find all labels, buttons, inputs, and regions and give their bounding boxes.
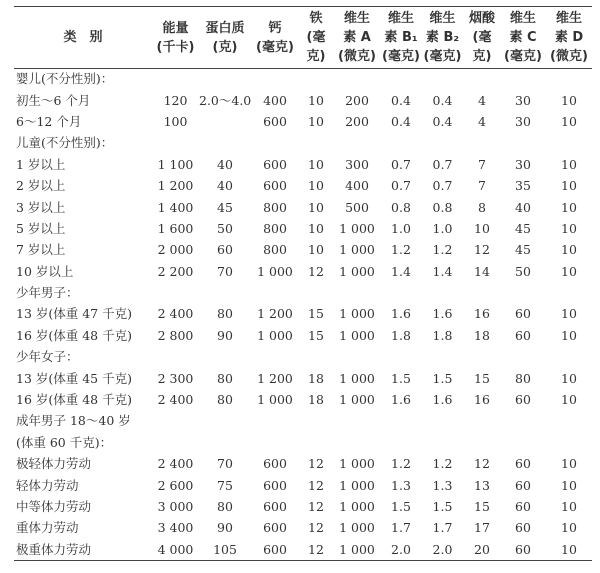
section-row <box>14 282 592 303</box>
table-cell: 10 <box>561 477 577 493</box>
table-cell: 1.5 <box>391 499 411 514</box>
table-cell: 90 <box>217 520 233 536</box>
table-cell: 10 <box>308 156 324 172</box>
table-cell: 10 <box>561 499 577 514</box>
table-cell: 600 <box>263 178 287 194</box>
table-cell: 1.6 <box>391 392 411 408</box>
table-cell: 30 <box>515 156 531 172</box>
column-header-line: 素 B₂ <box>425 30 460 45</box>
table-cell: 0.4 <box>391 92 411 108</box>
table-cell: 600 <box>263 477 287 493</box>
table-cell: 30 <box>515 92 531 108</box>
column-header-line: 类 别 <box>63 30 103 45</box>
row-category: 6～12 个月 <box>16 113 82 129</box>
table-cell: 600 <box>263 541 287 557</box>
table-cell: 1.7 <box>391 520 411 536</box>
row-category: 极轻体力劳动 <box>16 456 92 472</box>
table-cell: 12 <box>308 541 324 557</box>
column-header-line: (克) <box>212 39 238 55</box>
column-header-line: 素 D <box>554 30 584 45</box>
table-cell: 1.3 <box>391 477 411 493</box>
table-cell: 10 <box>561 242 577 258</box>
table-cell: 30 <box>515 113 531 129</box>
column-header <box>199 7 251 69</box>
table-cell: 60 <box>217 242 233 258</box>
table-cell: 10 <box>561 392 577 408</box>
column-header-line: (毫克) <box>256 39 294 55</box>
row-category: 16 岁(体重 48 千克) <box>16 327 132 343</box>
section-label: 少年男子： <box>16 285 79 301</box>
table-cell: 45 <box>217 199 233 215</box>
table-cell: 600 <box>263 520 287 536</box>
column-header-line: (微克) <box>550 49 588 64</box>
section-label: 少年女子： <box>16 349 79 365</box>
table-row <box>14 539 592 560</box>
table-cell: 1 000 <box>339 456 375 472</box>
row-category: 初生～6 个月 <box>16 92 91 108</box>
table-cell: 80 <box>217 306 233 322</box>
table-cell: 18 <box>308 392 324 408</box>
column-header <box>251 7 299 69</box>
section-label: 婴儿(不分性别)： <box>16 71 114 87</box>
table-cell: 0.7 <box>391 156 411 172</box>
table-cell: 500 <box>345 199 369 215</box>
table-cell: 1.8 <box>432 327 453 343</box>
row-category: 中等体力劳动 <box>16 499 92 514</box>
header-row <box>14 7 592 69</box>
table-cell: 18 <box>474 327 490 343</box>
column-header-line: 维生 <box>343 11 370 26</box>
section-row <box>14 347 592 368</box>
table-cell: 1.5 <box>432 370 453 386</box>
table-cell: 12 <box>308 456 324 472</box>
table-cell: 80 <box>217 499 233 514</box>
table-cell: 40 <box>217 156 233 172</box>
table-cell: 10 <box>308 242 324 258</box>
column-header-line: 素 C <box>509 30 537 45</box>
column-header-line: (微克) <box>338 49 376 64</box>
table-cell: 1 000 <box>257 327 293 343</box>
table-cell: 1.8 <box>391 327 411 343</box>
table-cell: 80 <box>515 370 531 386</box>
table-cell: 1 000 <box>257 392 293 408</box>
column-header <box>421 7 464 69</box>
column-header-line: 维生 <box>509 11 536 26</box>
table-cell: 10 <box>308 199 324 215</box>
row-category: 13 岁(体重 45 千克) <box>16 370 132 386</box>
row-category: 7 岁以上 <box>16 242 66 258</box>
table-cell: 1.4 <box>391 263 411 279</box>
table-cell: 2 000 <box>157 242 194 258</box>
table-header <box>14 7 592 69</box>
table-cell: 1 100 <box>157 156 194 172</box>
row-category: 轻体力劳动 <box>16 477 79 493</box>
table-cell: 400 <box>345 178 369 194</box>
table-row <box>14 240 592 261</box>
table-cell: 60 <box>515 520 531 536</box>
table-cell: 0.7 <box>432 178 453 194</box>
table-row <box>14 261 592 282</box>
table-cell: 12 <box>308 263 324 279</box>
column-header-line: 钙 <box>268 20 282 36</box>
table-cell: 0.4 <box>432 113 453 129</box>
table-row <box>14 154 592 175</box>
section-row <box>14 432 592 453</box>
table-cell: 35 <box>515 178 531 194</box>
table-cell: 0.4 <box>432 92 453 108</box>
table-row <box>14 325 592 346</box>
table-cell: 75 <box>217 477 233 493</box>
table-cell: 800 <box>263 199 287 215</box>
column-header-line: 素 A <box>343 30 371 45</box>
table-cell: 1 200 <box>157 178 194 194</box>
table-cell: 12 <box>308 477 324 493</box>
table-cell: 40 <box>217 178 233 194</box>
section-row <box>14 69 592 90</box>
table-cell: 10 <box>561 156 577 172</box>
row-category: 13 岁(体重 47 千克) <box>16 306 132 322</box>
table-cell: 1.2 <box>432 456 453 472</box>
table-cell: 400 <box>263 92 287 108</box>
table-cell: 1.6 <box>432 306 453 322</box>
row-category: 重体力劳动 <box>16 520 79 536</box>
table-cell: 15 <box>474 499 490 514</box>
row-category: 1 岁以上 <box>16 156 66 172</box>
table-cell: 1.2 <box>391 456 411 472</box>
table-cell: 1.2 <box>432 242 453 258</box>
table-row <box>14 496 592 517</box>
table-cell: 8 <box>478 199 486 215</box>
table-cell: 13 <box>474 477 490 493</box>
column-header-line: 烟酸 <box>468 11 495 26</box>
table-cell: 80 <box>217 392 233 408</box>
table-cell: 40 <box>515 199 531 215</box>
table-cell: 100 <box>163 113 188 129</box>
table-cell: 60 <box>515 327 531 343</box>
table-cell: 105 <box>213 541 237 557</box>
table-cell: 16 <box>474 392 490 408</box>
table-cell: 800 <box>263 242 287 258</box>
table-cell: 10 <box>308 113 324 129</box>
column-header-line: 维生 <box>555 11 582 26</box>
table-row <box>14 454 592 475</box>
column-header-line: 维生 <box>429 11 456 26</box>
column-header-line: 维生 <box>387 11 414 26</box>
table-cell: 1 000 <box>339 242 375 258</box>
row-category: 5 岁以上 <box>16 220 66 236</box>
table-cell: 4 <box>478 92 486 108</box>
table-cell: 2 400 <box>157 456 194 472</box>
column-header-line: 能量 <box>162 20 189 36</box>
table-row <box>14 389 592 410</box>
table-cell: 600 <box>263 499 287 514</box>
nutrient-table <box>14 6 592 561</box>
table-cell: 2 200 <box>157 263 194 279</box>
table-cell: 45 <box>515 220 531 236</box>
table-cell: 1.2 <box>391 242 411 258</box>
table-cell: 4 000 <box>157 541 194 557</box>
column-header-line: (千卡) <box>156 39 195 55</box>
table-cell: 1.6 <box>432 392 453 408</box>
table-cell: 70 <box>217 456 233 472</box>
table-cell: 1 000 <box>339 541 375 557</box>
table-cell: 2.0 <box>432 541 453 557</box>
table-cell: 1.0 <box>432 220 453 236</box>
column-header-line: (毫克) <box>306 30 326 64</box>
row-category: 16 岁(体重 48 千克) <box>16 392 132 408</box>
table-cell: 20 <box>474 541 490 557</box>
section-row <box>14 133 592 154</box>
table-cell: 10 <box>561 199 577 215</box>
table-cell: 10 <box>561 92 577 108</box>
table-cell: 60 <box>515 306 531 322</box>
table-cell: 16 <box>474 306 490 322</box>
table-cell: 300 <box>345 156 369 172</box>
column-header <box>299 7 333 69</box>
column-header <box>381 7 421 69</box>
table-cell: 50 <box>515 263 531 279</box>
column-header-line: (毫克) <box>423 49 462 64</box>
table-cell: 10 <box>561 327 577 343</box>
table-cell: 2 400 <box>157 306 194 322</box>
table-cell: 4 <box>478 113 486 129</box>
table-cell: 7 <box>478 156 486 172</box>
table-cell: 600 <box>263 156 287 172</box>
table-cell: 15 <box>474 370 490 386</box>
table-cell: 1.5 <box>391 370 411 386</box>
table-cell: 200 <box>345 113 369 129</box>
table-cell: 60 <box>515 477 531 493</box>
table-cell: 800 <box>263 220 287 236</box>
table-cell: 1 000 <box>339 306 375 322</box>
table-cell: 7 <box>478 178 486 194</box>
column-header-line: 素 B₁ <box>384 30 418 45</box>
table-row <box>14 197 592 218</box>
table-row <box>14 368 592 389</box>
row-category: 3 岁以上 <box>16 199 66 215</box>
column-header-line: (毫克) <box>382 49 420 64</box>
column-header <box>464 7 500 69</box>
table-cell: 60 <box>515 541 531 557</box>
table-cell: 15 <box>308 327 324 343</box>
table-cell: 70 <box>217 263 233 279</box>
table-cell: 12 <box>474 242 490 258</box>
table-row <box>14 111 592 132</box>
table-cell <box>199 111 251 132</box>
column-header-line: 铁 <box>309 11 323 26</box>
row-category: 10 岁以上 <box>16 263 74 279</box>
table-cell: 1.7 <box>432 520 453 536</box>
section-label: (体重 60 千克)： <box>16 434 113 450</box>
table-row <box>14 518 592 539</box>
table-cell: 2.0～4.0 <box>199 92 252 108</box>
table-cell: 1.6 <box>391 306 411 322</box>
table-cell: 60 <box>515 499 531 514</box>
table-cell: 14 <box>474 263 490 279</box>
table-cell: 10 <box>561 520 577 536</box>
table-row <box>14 218 592 239</box>
table-body <box>14 69 592 561</box>
table-cell: 10 <box>561 220 577 236</box>
table-cell: 45 <box>515 242 531 258</box>
table-cell: 10 <box>474 220 490 236</box>
table-cell: 12 <box>308 520 324 536</box>
column-header-line: (毫克) <box>472 30 492 64</box>
column-header <box>546 7 592 69</box>
table-cell: 1 600 <box>157 220 194 236</box>
table-row <box>14 475 592 496</box>
table-cell: 10 <box>561 541 577 557</box>
table-cell: 10 <box>561 306 577 322</box>
table-cell: 1 200 <box>257 370 293 386</box>
table-cell: 10 <box>561 370 577 386</box>
table-cell: 1 000 <box>339 477 375 493</box>
column-header <box>333 7 381 69</box>
table-cell: 17 <box>474 520 490 536</box>
table-cell: 1.3 <box>432 477 453 493</box>
table-cell: 1 000 <box>257 263 293 279</box>
table-cell: 10 <box>561 113 577 129</box>
table-cell: 1.0 <box>391 220 411 236</box>
table-cell: 12 <box>308 499 324 514</box>
table-cell: 18 <box>308 370 324 386</box>
table-cell: 2.0 <box>391 541 411 557</box>
table-cell: 0.8 <box>391 199 411 215</box>
table-row <box>14 304 592 325</box>
table-cell: 2 300 <box>157 370 194 386</box>
table-cell: 3 000 <box>157 499 194 514</box>
table-row <box>14 90 592 111</box>
table-cell: 15 <box>308 306 324 322</box>
table-cell: 2 800 <box>157 327 194 343</box>
column-header <box>500 7 546 69</box>
table-cell: 10 <box>561 178 577 194</box>
table-cell: 12 <box>474 456 490 472</box>
column-header-line: 蛋白质 <box>205 20 245 36</box>
table-cell: 80 <box>217 370 233 386</box>
column-header-line: (毫克) <box>504 49 542 64</box>
table-cell: 10 <box>561 263 577 279</box>
section-label: 成年男子 18～40 岁 <box>16 413 131 429</box>
table-cell: 0.7 <box>432 156 453 172</box>
table-cell: 10 <box>561 456 577 472</box>
section-row <box>14 411 592 432</box>
table-cell: 10 <box>308 178 324 194</box>
table-cell: 1 000 <box>339 499 375 514</box>
table-cell: 600 <box>263 113 287 129</box>
table-cell: 0.8 <box>432 199 453 215</box>
section-label: 儿童(不分性别)： <box>16 135 114 151</box>
table-cell: 1 200 <box>257 306 293 322</box>
table-cell: 1 000 <box>339 392 375 408</box>
table-cell: 0.4 <box>391 113 411 129</box>
table-cell: 200 <box>345 92 369 108</box>
table-cell: 120 <box>163 92 188 108</box>
table-cell: 0.7 <box>391 178 411 194</box>
table-cell: 60 <box>515 392 531 408</box>
table-cell: 1 000 <box>339 520 375 536</box>
table-cell: 10 <box>308 220 324 236</box>
table-cell: 3 400 <box>157 520 194 536</box>
table-cell: 2 400 <box>157 392 194 408</box>
row-category: 2 岁以上 <box>16 178 66 194</box>
table-cell: 90 <box>217 327 233 343</box>
row-category: 极重体力劳动 <box>16 541 92 557</box>
table-cell: 1 000 <box>339 263 375 279</box>
table-cell: 1.5 <box>432 499 453 514</box>
table-cell: 60 <box>515 456 531 472</box>
table-cell: 2 600 <box>157 477 194 493</box>
table-cell: 1.4 <box>432 263 453 279</box>
table-row <box>14 175 592 196</box>
column-header <box>152 7 199 69</box>
table-cell: 50 <box>217 220 233 236</box>
table-cell: 1 000 <box>339 327 375 343</box>
table-cell: 600 <box>263 456 287 472</box>
table-cell: 1 000 <box>339 220 375 236</box>
table-cell: 1 400 <box>157 199 194 215</box>
table-cell: 10 <box>308 92 324 108</box>
table-cell: 1 000 <box>339 370 375 386</box>
column-header <box>14 7 152 69</box>
